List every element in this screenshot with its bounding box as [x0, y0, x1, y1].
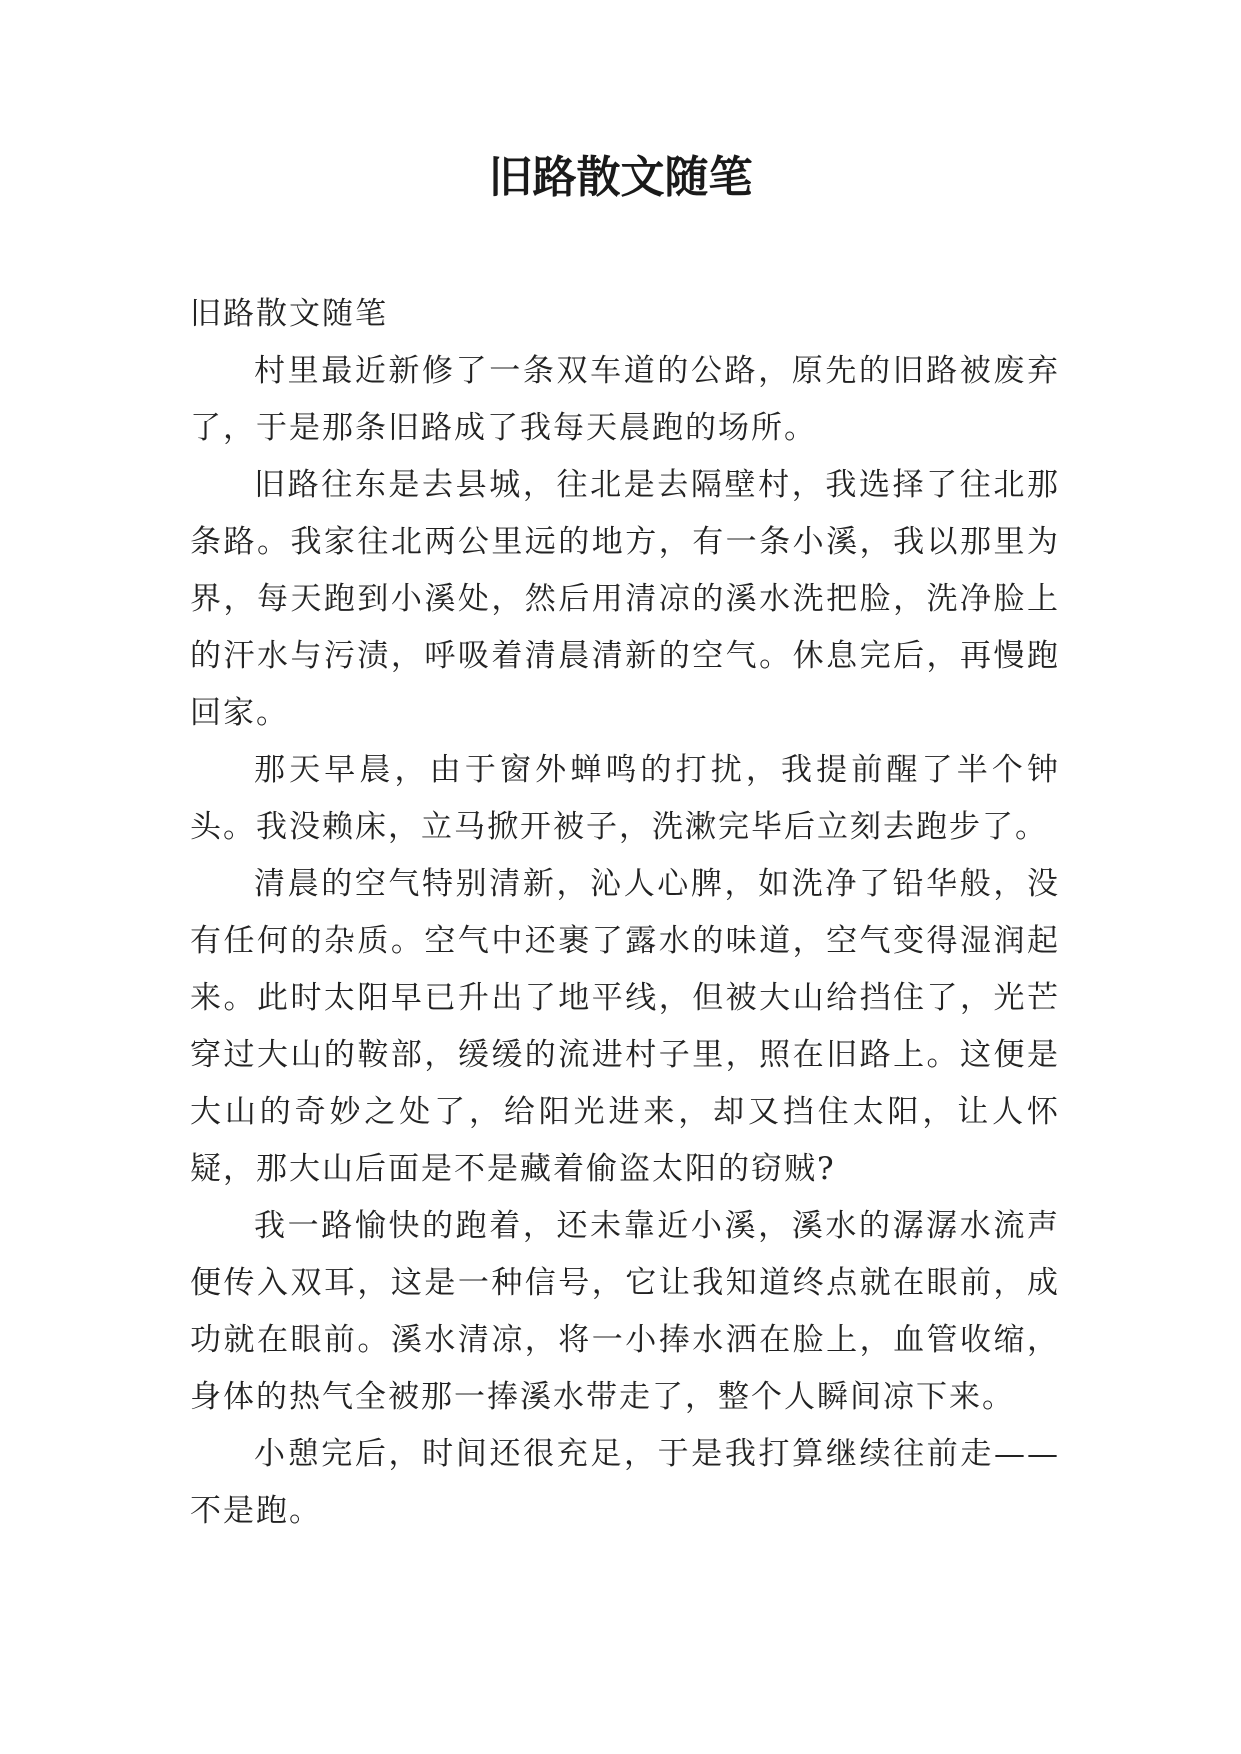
- paragraph-5: 我一路愉快的跑着，还未靠近小溪，溪水的潺潺水流声便传入双耳，这是一种信号，它让我知道终点就在眼前，成功就在眼前。溪水清凉，将一小捧水洒在脸上，血管收缩，身体的热气全被那一捧溪水带走了，整个人瞬间凉下来。: [190, 1208, 1060, 1415]
- paragraph-6: 小憩完后，时间还很充足，于是我打算继续往前走——不是跑。: [190, 1436, 1060, 1529]
- paragraph-2: 旧路往东是去县城，往北是去隔壁村，我选择了往北那条路。我家往北两公里远的地方，有一条小溪，我以那里为界，每天跑到小溪处，然后用清凉的溪水洗把脸，洗净脸上的汗水与污渍，呼吸着清晨清新的空气。休息完后，再慢跑回家。: [190, 467, 1060, 731]
- paragraph-3: 那天早晨，由于窗外蝉鸣的打扰，我提前醒了半个钟头。我没赖床，立马掀开被子，洗漱完毕后立刻去跑步了。: [190, 752, 1060, 845]
- document-subtitle: 旧路散文随笔: [190, 296, 388, 332]
- paragraph-4: 清晨的空气特别清新，沁人心脾，如洗净了铅华般，没有任何的杂质。空气中还裹了露水的味道，空气变得湿润起来。此时太阳早已升出了地平线，但被大山给挡住了，光芒穿过大山的鞍部，缓缓的流进村子里，照在旧路上。这便是大山的奇妙之处了，给阳光进来，却又挡住太阳，让人怀疑，那大山后面是不是藏着偷盗太阳的窃贼?: [190, 866, 1060, 1187]
- document-title: 旧路散文随笔: [488, 152, 753, 203]
- paragraph-1: 村里最近新修了一条双车道的公路，原先的旧路被废弃了，于是那条旧路成了我每天晨跑的场所。: [190, 353, 1060, 446]
- document-body: [190, 286, 1060, 1540]
